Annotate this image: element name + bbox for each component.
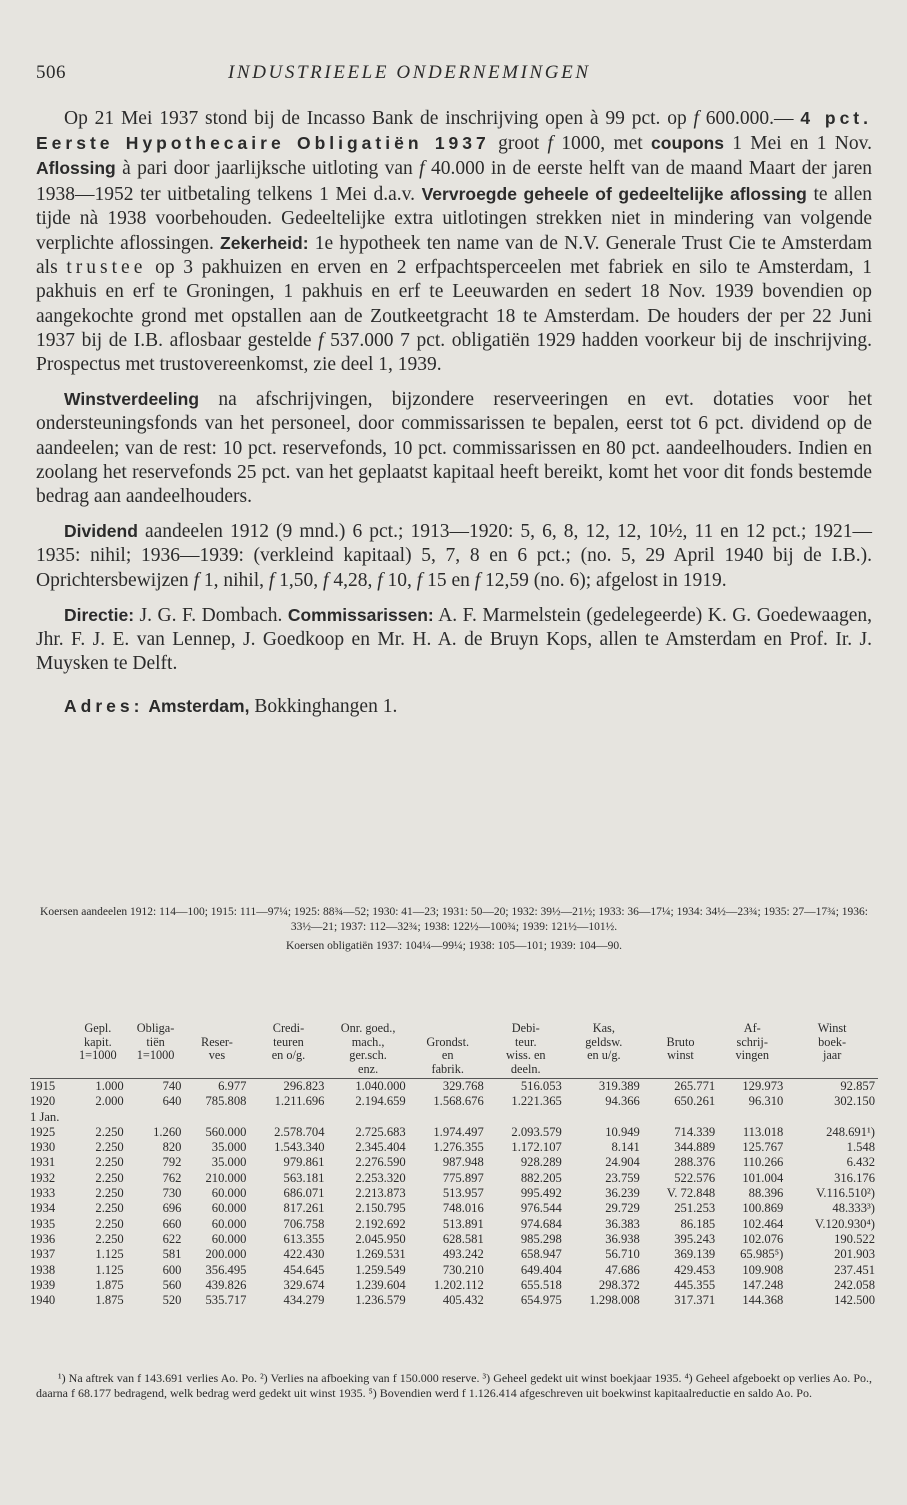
table-cell: 976.544: [520, 1201, 562, 1216]
header-cell: Grondst.: [426, 1034, 470, 1049]
table-cell: 762: [162, 1170, 182, 1185]
table-cell: 439.826: [205, 1277, 247, 1292]
header-cell: [786, 1063, 878, 1079]
table-cell: 2.276.590: [355, 1155, 406, 1170]
table-cell: 35.000: [211, 1140, 247, 1155]
text-run: op 3 pakhuizen en erven en 2 erfpachtsperceelen met fabriek en silo te Amsterdam, 1 pakhuis en erf te Groningen, 1 pakhuis en erf te Leeuwarden en sedert 18 Nov. 1939 bovendien op aangekochte grond met opstallen aan de Zoutkeetgracht 18 te Amsterdam. De houders der per 22 Juni 1937 bij de I.B. aflosbaar gestelde: [36, 257, 872, 351]
table-cell: 820: [162, 1140, 182, 1155]
table-cell: 775.897: [442, 1170, 484, 1185]
table-cell: 714.339: [674, 1124, 716, 1139]
table-cell: 2.250: [95, 1170, 124, 1185]
table-cell: 190.522: [834, 1231, 875, 1246]
header-cell: Onr. goed.,: [340, 1021, 396, 1035]
year-cell: 1939: [30, 1277, 56, 1292]
header-cell: Obliga-: [136, 1021, 175, 1035]
table-cell: 422.430: [283, 1247, 325, 1262]
florin-sign: f: [377, 569, 383, 591]
table-cell: 882.205: [520, 1170, 562, 1185]
bold-term: Aflossing: [36, 158, 116, 179]
spaced-term: trustee: [66, 257, 147, 279]
table-cell: 513.957: [442, 1186, 484, 1201]
header-cell: [184, 1063, 249, 1079]
header-cell: geldsw.: [585, 1034, 623, 1049]
table-cell: 985.298: [520, 1231, 562, 1246]
price-quotations: [36, 905, 872, 954]
bold-term: Zekerheid:: [220, 233, 309, 254]
year-cell: 1930: [30, 1140, 56, 1155]
table-cell: 251.253: [674, 1201, 716, 1216]
table-cell: 928.289: [520, 1155, 562, 1170]
table-cell: 2.000: [95, 1094, 124, 1109]
table-cell: 317.371: [674, 1293, 716, 1308]
table-cell: 110.266: [742, 1155, 784, 1170]
table-row: [30, 1110, 878, 1125]
text-run: te allen tijde nà 1938 voorbehouden. Gedeeltelijke extra uitlotingen strekken niet in mindering van volgende verplichte aflossingen.: [36, 183, 873, 255]
table-cell: 2.250: [95, 1155, 124, 1170]
header-cell: [69, 1063, 127, 1079]
table-cell: 102.464: [742, 1216, 784, 1231]
table-cell: 24.904: [605, 1155, 640, 1170]
text-run: 537.000 7 pct. obligatiën 1929 hadden voorkeur bij de inschrijving. Prospectus met trustovereenkomst, zie deel 1, 1939.: [36, 329, 873, 376]
table-cell: 142.500: [834, 1293, 875, 1308]
table-cell: 296.823: [283, 1079, 325, 1093]
table-cell: 109.908: [742, 1262, 784, 1277]
table-row: [30, 1094, 878, 1109]
table-cell: 516.053: [520, 1079, 562, 1093]
table-row: [30, 1293, 878, 1308]
table-cell: V.120.930⁴): [814, 1216, 875, 1231]
table-cell: 600: [162, 1262, 182, 1277]
table-row: [30, 1079, 878, 1095]
year-cell: 1920: [30, 1094, 56, 1109]
page-number: 506: [36, 62, 66, 83]
text-run: 40.000 in de eerste helft van de maand Maart der jaren 1938—1952 ter uitbetaling telkens 1 Mei d.a.v.: [36, 158, 872, 205]
table-cell: 1.221.365: [511, 1094, 562, 1109]
paragraph-adres: [36, 694, 872, 719]
text-run: na afschrijvingen, bijzondere reserveeringen en evt. dotaties voor het ondersteuningsfonds van het personeel, door commissarissen te bepalen, eerst tot 6 pct. dividend op de aandeelen; van de rest: 10 pct. reservefonds, 10 pct. commissarissen en 80 pct. aandeelhouders. Indien en zoolang het reservefonds 25 pct. van het geplaatst kapitaal heeft bereikt, komt het voor dit fonds bestemde bedrag aan aandeelhouders.: [36, 389, 872, 508]
table-row: [30, 1125, 878, 1140]
header-cell: en: [441, 1048, 454, 1062]
text-run: aandeelen 1912 (9 mnd.) 6 pct.; 1913—1920: 5, 6, 8, 12, 12, 10½, 11 en 12 pct.; 1921—1935: nihil; 1936—1939: (verkleind kapitaal) 5, 7, 8 en 6 pct.; (no. 5, 29 April 1940 bij de I.B.). Oprichtersbewijzen: [36, 521, 872, 591]
year-cell: 1931: [30, 1155, 56, 1170]
table-cell: 696: [162, 1201, 182, 1216]
table-cell: 10.949: [605, 1124, 640, 1139]
table-cell: 319.389: [598, 1079, 640, 1093]
header-cell: tiën: [146, 1034, 165, 1049]
paragraph-winstverdeeling: [36, 387, 872, 509]
table-cell: 113.018: [742, 1124, 784, 1139]
year-cell: 1938: [30, 1262, 56, 1277]
header-cell: Winst: [817, 1021, 847, 1035]
table-cell: 660: [162, 1216, 182, 1231]
florin-sign: f: [419, 158, 425, 180]
header-row: [30, 1022, 878, 1036]
table-cell: 147.248: [742, 1277, 784, 1292]
table-cell: 2.725.683: [355, 1124, 406, 1139]
header-cell: ves: [208, 1048, 226, 1062]
header-cell: [409, 1022, 487, 1036]
table-row: [30, 1217, 878, 1232]
table-cell: 144.368: [742, 1293, 784, 1308]
year-cell: 1940: [30, 1293, 56, 1308]
header-cell: [30, 1049, 69, 1063]
page-header: [36, 62, 871, 90]
table-cell: 628.581: [442, 1231, 484, 1246]
table-cell: 242.058: [834, 1277, 875, 1292]
header-cell: [184, 1022, 249, 1036]
florin-sign: f: [268, 569, 275, 591]
table-cell: 1.000: [95, 1079, 124, 1093]
bold-term: Directie:: [64, 604, 135, 625]
table-cell: 2.253.320: [355, 1170, 406, 1185]
table-cell: 493.242: [442, 1247, 484, 1262]
table-cell: 817.261: [283, 1201, 325, 1216]
table-cell: 2.250: [95, 1124, 124, 1139]
table-cell: 35.000: [211, 1155, 247, 1170]
body-text: [36, 106, 872, 720]
table-cell: 792: [162, 1155, 182, 1170]
header-cell: boek-: [818, 1034, 847, 1049]
table-cell: 1.543.340: [274, 1140, 325, 1155]
table-cell: 740: [162, 1079, 182, 1093]
year-cell: 1937: [30, 1247, 56, 1262]
table-row: [30, 1186, 878, 1201]
address-city: Amsterdam,: [148, 696, 250, 717]
table-cell: 248.691¹): [826, 1124, 875, 1139]
table-cell: 1.040.000: [355, 1079, 406, 1093]
table-cell: 47.686: [605, 1262, 640, 1277]
text-run: 15 en: [422, 569, 475, 591]
share-prices: Koersen aandeelen 1912: 114—100; 1915: 111—97¼; 1925: 88¾—52; 1930: 41—23; 1931: 50—20; 1932: 39½—21½; 1933: 36—17¼; 1934: 34½—23¾; 1935: 27—17¾; 1936: 33½—21; 1937: 112—32¾; 1938: 122½—100¾; 1939: 121½—101½.: [40, 906, 868, 933]
header-row: [30, 1063, 878, 1079]
text-run: 1e hypotheek ten name van de N.V. Generale Trust Cie te Amsterdam als: [36, 233, 873, 279]
header-cell: 1=1000: [136, 1048, 175, 1062]
table-cell: 1.276.355: [433, 1140, 484, 1155]
header-cell: Kas,: [592, 1021, 615, 1035]
text-run: à pari door jaarlijksche uitloting van: [115, 158, 420, 180]
bold-term: coupons: [651, 133, 724, 154]
table-row: [30, 1263, 878, 1278]
table-cell: 658.947: [520, 1247, 562, 1262]
florin-sign: f: [193, 569, 199, 591]
table-cell: 395.243: [674, 1231, 716, 1246]
table-cell: 987.948: [442, 1155, 484, 1170]
footnotes: [36, 1371, 872, 1401]
table-cell: 686.071: [283, 1186, 325, 1201]
table-cell: 434.279: [283, 1293, 325, 1308]
florin-sign: f: [693, 108, 699, 129]
table-cell: 581: [162, 1247, 182, 1262]
florin-sign: f: [547, 133, 553, 155]
table-cell: 298.372: [598, 1277, 640, 1292]
header-cell: deeln.: [487, 1063, 565, 1079]
table-cell: 1.269.531: [355, 1247, 406, 1262]
year-cell: 1936: [30, 1231, 56, 1246]
table-cell: 329.768: [442, 1079, 484, 1093]
table-cell: 2.250: [95, 1186, 124, 1201]
table-cell: 730: [162, 1186, 182, 1201]
table-cell: 316.176: [834, 1170, 875, 1185]
table-header: [30, 1022, 878, 1079]
table-cell: 405.432: [442, 1293, 484, 1308]
table-cell: 329.674: [283, 1277, 325, 1292]
table-cell: 60.000: [211, 1231, 247, 1246]
header-cell: Debi-: [511, 1021, 540, 1035]
table-cell: 563.181: [283, 1170, 325, 1185]
table-cell: 129.973: [742, 1079, 784, 1093]
table-cell: 60.000: [211, 1186, 247, 1201]
table-cell: 2.192.692: [355, 1216, 406, 1231]
header-cell: enz.: [327, 1063, 408, 1079]
header-row: [30, 1036, 878, 1050]
table-cell: 2.345.404: [355, 1140, 406, 1155]
table-cell: 650.261: [674, 1094, 716, 1109]
table-cell: 2.045.950: [355, 1231, 406, 1246]
header-cell: [249, 1063, 327, 1079]
paragraph-dividend: [36, 519, 872, 593]
year-cell: 1925: [30, 1124, 56, 1139]
table-cell: 65.985⁵): [740, 1247, 784, 1262]
text-run: 12,59 (no. 6); afgelost in 1919.: [480, 569, 727, 591]
year-cell: 1935: [30, 1216, 56, 1231]
table-cell: 535.717: [205, 1293, 247, 1308]
header-cell: jaar: [822, 1048, 842, 1062]
table-cell: 237.451: [834, 1262, 875, 1277]
table-cell: 210.000: [205, 1170, 247, 1185]
header-cell: ger.sch.: [349, 1048, 387, 1062]
florin-sign: f: [474, 569, 481, 591]
table-cell: V.116.510²): [815, 1186, 875, 1201]
paragraph-bestuur: [36, 603, 872, 677]
table-cell: 730.210: [442, 1262, 484, 1277]
bold-term: Dividend: [64, 521, 138, 542]
florin-sign: f: [318, 329, 324, 351]
table-cell: 748.016: [442, 1201, 484, 1216]
header-cell: schrij-: [736, 1034, 768, 1049]
year-cell: 1932: [30, 1170, 56, 1185]
footnote-text: ¹) Na aftrek van f 143.691 verlies Ao. Po. ²) Verlies na afboeking van f 150.000 reserve. ³) Geheel gedekt uit winst boekjaar 1935. ⁴) Geheel afgeboekt op verlies Ao. Po., daarna f 68.177 bedragend, welk bedrag werd gedekt uit winst 1935. ⁵) Bovendien werd f 1.126.414 afgeschreven uit boekwinst kapitaalreductie en saldo Ao. Po.: [36, 1371, 872, 1400]
table-cell: 445.355: [674, 1277, 716, 1292]
table-cell: 88.396: [748, 1186, 784, 1201]
table-cell: 1.259.549: [355, 1262, 406, 1277]
paragraph-obligaties: [36, 106, 872, 377]
header-cell: [718, 1063, 786, 1079]
text-run: 1,50,: [274, 569, 324, 591]
table-cell: 356.495: [205, 1262, 247, 1277]
table-cell: 995.492: [520, 1186, 562, 1201]
table-cell: 1.568.676: [433, 1094, 484, 1109]
table-cell: 6.432: [846, 1155, 875, 1170]
table-cell: 96.310: [748, 1094, 784, 1109]
table-cell: 974.684: [520, 1216, 562, 1231]
table-cell: 2.578.704: [274, 1124, 325, 1139]
table-cell: 101.004: [742, 1170, 784, 1185]
table-cell: 265.771: [674, 1079, 716, 1093]
table-cell: 36.239: [605, 1186, 640, 1201]
table-body: [30, 1079, 878, 1309]
florin-sign: f: [416, 569, 423, 591]
table-cell: 706.758: [283, 1216, 325, 1231]
header-cell: Reser-: [201, 1034, 233, 1049]
table-cell: 1.298.008: [589, 1293, 640, 1308]
text-run: Op 21 Mei 1937 stond bij de Incasso Bank de inschrijving open à 99 pct. op: [64, 108, 694, 129]
text-run: A. F. Marmelstein (gedelegeerde) K. G. Goedewaagen, Jhr. F. J. E. van Lennep, J. Goedkoop en Mr. H. A. de Bruyn Kops, allen te Amsterdam en Prof. Ir. J. Muysken te Delft.: [36, 604, 873, 675]
text-run: groot: [489, 133, 548, 155]
table-cell: 513.891: [442, 1216, 484, 1231]
table-cell: 429.453: [674, 1262, 716, 1277]
header-cell: winst: [667, 1048, 694, 1062]
table-cell: 1.211.696: [274, 1094, 325, 1109]
address-street: Bokkinghangen 1.: [249, 696, 398, 718]
table-cell: 979.861: [283, 1155, 325, 1170]
header-cell: [643, 1063, 718, 1079]
table-cell: 1.974.497: [433, 1124, 484, 1139]
table-cell: 100.869: [742, 1201, 784, 1216]
financial-table: [30, 1022, 878, 1308]
header-cell: 1=1000: [79, 1048, 117, 1062]
table-row: [30, 1201, 878, 1216]
table-cell: 60.000: [211, 1216, 247, 1231]
header-cell: fabrik.: [409, 1063, 487, 1079]
header-cell: en o/g.: [271, 1048, 306, 1062]
header-cell: [643, 1022, 718, 1036]
header-cell: [30, 1022, 69, 1036]
table-cell: 622: [162, 1231, 182, 1246]
table-cell: 1.125: [95, 1247, 124, 1262]
header-cell: [127, 1063, 185, 1079]
table-cell: 2.213.873: [355, 1186, 406, 1201]
header-cell: Credi-: [272, 1021, 305, 1035]
bold-term: Commissarissen:: [287, 604, 434, 625]
table-cell: 560: [162, 1277, 182, 1292]
table-row: [30, 1140, 878, 1155]
table-cell: 560.000: [205, 1124, 247, 1139]
table-cell: 56.710: [605, 1247, 640, 1262]
table-cell: 1.875: [95, 1277, 124, 1292]
florin-sign: f: [323, 569, 329, 591]
header-cell: kapit.: [84, 1034, 112, 1049]
bond-issue-title: 4 pct. Eerste Hypothecaire Obligatiën 1937: [36, 108, 872, 154]
table-row: [30, 1171, 878, 1186]
table-cell: 655.518: [520, 1277, 562, 1292]
table-row: [30, 1247, 878, 1262]
table-cell: 344.889: [674, 1140, 716, 1155]
table-cell: 369.139: [674, 1247, 716, 1262]
table-cell: 1.875: [95, 1293, 124, 1308]
table-cell: 522.576: [674, 1170, 716, 1185]
table-cell: 36.938: [605, 1231, 640, 1246]
table-cell: 60.000: [211, 1201, 247, 1216]
table-cell: 1.548: [846, 1140, 875, 1155]
table-cell: 2.250: [95, 1216, 124, 1231]
table-cell: 102.076: [742, 1231, 784, 1246]
text-run: 10,: [382, 569, 417, 591]
header-cell: Bruto: [666, 1034, 695, 1049]
table-cell: 1.236.579: [355, 1293, 406, 1308]
table-cell: 640: [162, 1094, 182, 1109]
year-cell: 1933: [30, 1186, 56, 1201]
table-cell: 86.185: [680, 1216, 716, 1231]
table-cell: 48.333³): [832, 1201, 875, 1216]
header-cell: Af-: [743, 1021, 761, 1035]
bold-term: Vervroegde geheele of gedeeltelijke aflossing: [421, 183, 807, 204]
table-cell: 2.250: [95, 1231, 124, 1246]
header-cell: teur.: [515, 1034, 537, 1049]
table-cell: 785.808: [205, 1094, 247, 1109]
table-cell: 125.767: [742, 1140, 784, 1155]
table-cell: 1.202.112: [433, 1277, 484, 1292]
table-row: [30, 1278, 878, 1293]
table-cell: V. 72.848: [666, 1186, 716, 1201]
table-cell: 36.383: [605, 1216, 640, 1231]
bond-prices: Koersen obligatiën 1937: 104¼—99¼; 1938: 105—101; 1939: 104—90.: [285, 940, 623, 952]
table-cell: 94.366: [605, 1094, 640, 1109]
table-cell: 201.903: [834, 1247, 875, 1262]
text-run: 1000, met: [552, 133, 652, 155]
header-cell: wiss. en: [505, 1048, 546, 1062]
table-cell: 2.093.579: [511, 1124, 562, 1139]
table-cell: 1.172.107: [511, 1140, 562, 1155]
header-cell: [30, 1063, 69, 1079]
header-cell: vingen: [735, 1048, 769, 1062]
header-cell: Gepl.: [84, 1021, 112, 1035]
bold-term: Winstverdeeling: [64, 389, 200, 410]
table-cell: 302.150: [834, 1094, 875, 1109]
header-cell: [565, 1063, 643, 1079]
table-cell: 1.239.604: [355, 1277, 406, 1292]
text-run: J. G. F. Dombach.: [134, 604, 288, 626]
table-cell: 6.977: [218, 1079, 247, 1093]
address-label: Adres:: [64, 696, 144, 717]
header-cell: en u/g.: [587, 1048, 621, 1062]
table-cell: 200.000: [205, 1247, 247, 1262]
text-run: 600.000.—: [698, 108, 801, 129]
row-label: 1 Jan.: [30, 1109, 60, 1124]
table-row: [30, 1155, 878, 1170]
text-run: 1 Mei en 1 Nov.: [723, 133, 872, 155]
header-row: [30, 1049, 878, 1063]
header-cell: teuren: [273, 1034, 304, 1049]
table-cell: 520: [162, 1293, 182, 1308]
table-cell: 2.250: [95, 1140, 124, 1155]
table-cell: 288.376: [674, 1155, 716, 1170]
header-cell: [30, 1036, 69, 1050]
table-cell: 649.404: [520, 1262, 562, 1277]
table-cell: 2.250: [95, 1201, 124, 1216]
table-cell: 2.194.659: [355, 1094, 406, 1109]
year-cell: 1934: [30, 1201, 56, 1216]
table-row: [30, 1232, 878, 1247]
text-run: 4,28,: [328, 569, 378, 591]
year-cell: 1915: [30, 1079, 56, 1093]
text-run: 1, nihil,: [198, 569, 269, 591]
table-cell: 1.260: [153, 1124, 182, 1139]
table-cell: 29.729: [605, 1201, 640, 1216]
table-cell: 1.125: [95, 1262, 124, 1277]
table-cell: 654.975: [520, 1293, 562, 1308]
table-cell: 613.355: [283, 1231, 325, 1246]
header-cell: mach.,: [351, 1034, 385, 1049]
table-cell: 92.857: [840, 1079, 875, 1093]
table-cell: 454.645: [283, 1262, 325, 1277]
table-cell: 2.150.795: [355, 1201, 406, 1216]
running-title: INDUSTRIEELE ONDERNEMINGEN: [228, 62, 591, 83]
table-cell: 8.141: [611, 1140, 640, 1155]
table-cell: 23.759: [605, 1170, 640, 1185]
